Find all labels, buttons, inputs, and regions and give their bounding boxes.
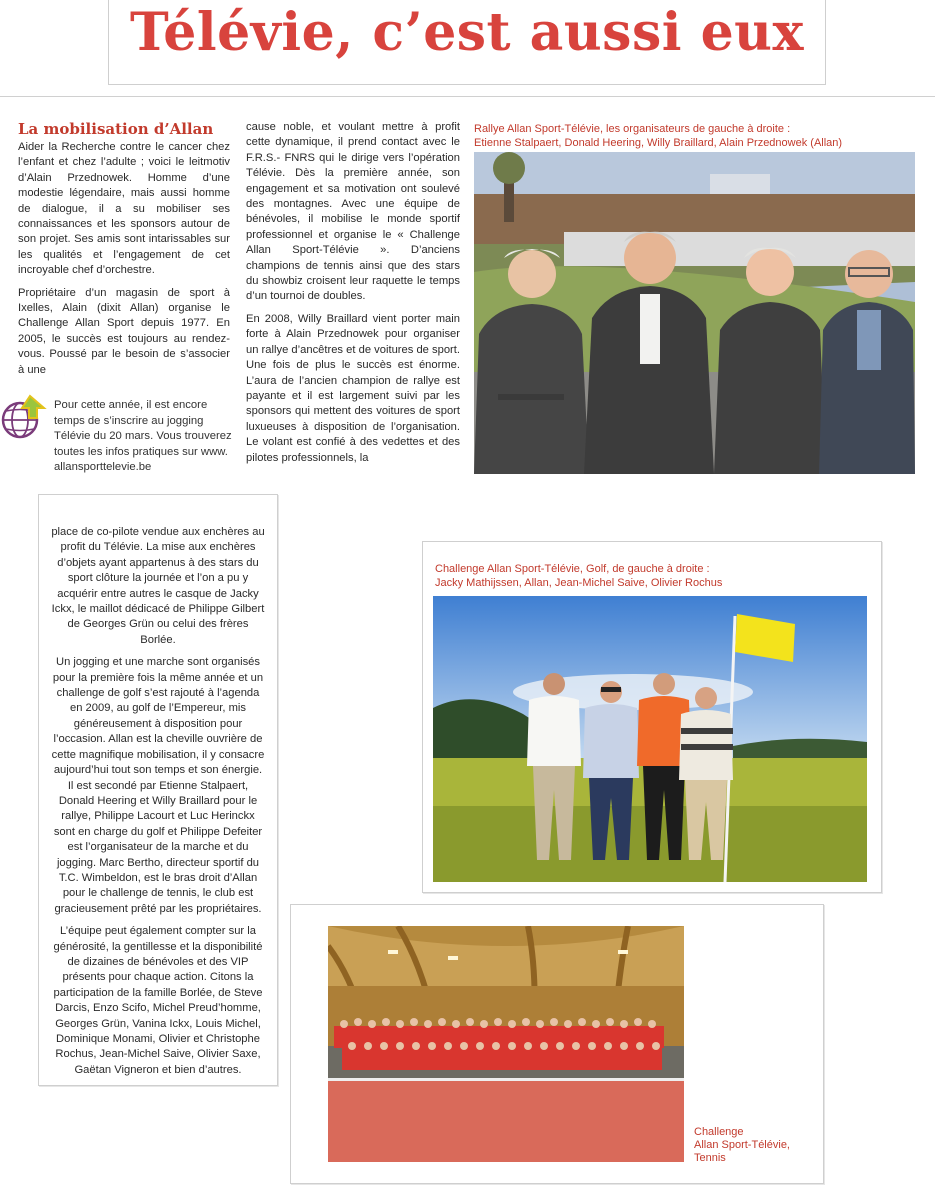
tennis-caption-line1: Challenge <box>694 1126 744 1138</box>
info-box <box>54 398 236 476</box>
golf-photo-frame <box>422 541 882 893</box>
rally-photo <box>474 152 915 474</box>
section-heading: La mobilisation d’Allan <box>18 120 214 138</box>
person-olivier <box>677 684 735 866</box>
paragraph: Aider la Recherche contre le cancer chez l’enfant et chez l’adulte ; voici le leitmotiv d’Alain Przednowek. Homme d’une modestie légendaire, mais aussi homme de dialogue, il a su mobiliser ses connaissances et les sponsors autour de son projet. Ses amis sont intarissables sur les qualités et l’engagement de cet incroyable chef d’orchestre. <box>18 141 230 277</box>
tennis-caption-line3: Tennis <box>694 1152 726 1164</box>
golf-photo <box>433 596 867 882</box>
tennis-caption-line2: Allan Sport-Télévie, <box>694 1139 790 1151</box>
page-title: Télévie, c’est aussi eux <box>130 2 804 63</box>
info-link[interactable]: allansporttelevie.be <box>54 461 152 473</box>
globe-arrow-icon <box>0 392 48 440</box>
person-alain <box>819 244 915 474</box>
rally-caption-line1: Rallye Allan Sport-Télévie, les organisateurs de gauche à droite : <box>474 123 791 135</box>
golf-caption <box>435 562 875 590</box>
person-willy <box>714 242 826 474</box>
person-donald <box>584 224 714 474</box>
paragraph: L’équipe peut également compter sur la générosité, la gentillesse et la disponibilité de dizaines de bénévoles et des VIP présents pour chaque action. Citons la participation de la famille Borlée, de Steve Darcis, Enzo Scifo, Michel Preud’homme, Georges Grün, Vanina Ickx, Louis Michel, Dominique Monami, Olivier et Christophe Rochus, Jean-Michel Saive, Olivier Saxe, Gaëtan Vigneron et bien d’autres. <box>53 925 263 1076</box>
paragraph: place de co-pilote vendue aux enchères au profit du Télévie. La mise aux enchères d’objets ayant appartenus à des stars du sport clôture la journée et l’on a pu y acquérir entre autres le casque de Jacky Ickx, le maillot dédicacé de Philippe Gilbert de Georges Grün ou celui des frères Borlée. <box>51 526 265 646</box>
lower-text-box <box>38 494 278 1086</box>
paragraph: cause noble, et voulant mettre à profit cette dynamique, il prend contact avec le F.R.S.- FNRS qui le dirige vers l’opération Télévie. Dès la première année, son engagement et sa motivation ont soulevé des montagnes. Avec une équipe de bénévoles, il mobilise le monde sportif professionnel et organise le « Challenge Allan Sport-Télévie ». D’anciens champions de tennis ainsi que des stars du showbiz croisent leur raquette le temps d’un tournoi de doubles. <box>246 121 460 303</box>
rally-caption-line2: Etienne Stalpaert, Donald Heering, Willy Braillard, Alain Przednowek (Allan) <box>474 137 843 149</box>
column-1 <box>18 120 230 385</box>
top-divider <box>0 96 935 97</box>
tennis-caption <box>694 1126 812 1165</box>
person-allan <box>581 678 641 866</box>
column-3 <box>51 525 265 1085</box>
person-jacky <box>523 670 585 866</box>
golf-caption-line2: Jacky Mathijssen, Allan, Jean-Michel Saive, Olivier Rochus <box>435 577 723 589</box>
person-etienne <box>474 244 589 474</box>
column-2 <box>246 120 460 473</box>
paragraph: Un jogging et une marche sont organisés pour la première fois la même année et un challenge de golf s’est rajouté à l’agenda en 2009, au golf de l’Empereur, mis généreusement à disposition pour l’occasion. Allan est la cheville ouvrière de cette magnifique mobilisation, il y consacre aujourd’hui tout son temps et son énergie. Il est secondé par Etienne Stalpaert, Donald Heering et Willy Braillard pour le rallye, Philippe Lacourt et Luc Herinckx sont en charge du golf et Philippe Defeiter est l’organisateur de la marche et du jogging. Marc Bertho, directeur sportif du T.C. Wimbeldon, est le bras droit d’Allan pour le challenge de tennis, le club est gracieusement prêté par les propriétaires. <box>51 656 265 915</box>
golf-caption-line1: Challenge Allan Sport-Télévie, Golf, de gauche à droite : <box>435 563 710 575</box>
info-text: Pour cette année, il est encore temps de s’inscrire au jogging Télévie du 20 mars. Vous trouverez toutes les infos pratiques sur www. <box>54 399 232 458</box>
title-box <box>108 0 826 85</box>
rally-caption <box>474 122 924 150</box>
paragraph: En 2008, Willy Braillard vient porter main forte à Alain Przednowek pour organiser un rallye d’ancêtres et de voitures de sport. Une fois de plus le succès est énorme. L’aura de l’ancien champion de rallye est payante et il est largement suivi par les sponsors qui mettent des voitures de sport luxueuses à disposition de l’organisation. Le volant est confié à des vedettes et des pilotes professionnels, la <box>246 312 460 464</box>
paragraph: Propriétaire d’un magasin de sport à Ixelles, Alain (dixit Allan) organise le Challenge Allan Sport depuis 1977. En 2005, le succès est toujours au rendez-vous. Poussé par le besoin de s’associer à une <box>18 286 230 376</box>
tennis-photo <box>328 926 684 1162</box>
